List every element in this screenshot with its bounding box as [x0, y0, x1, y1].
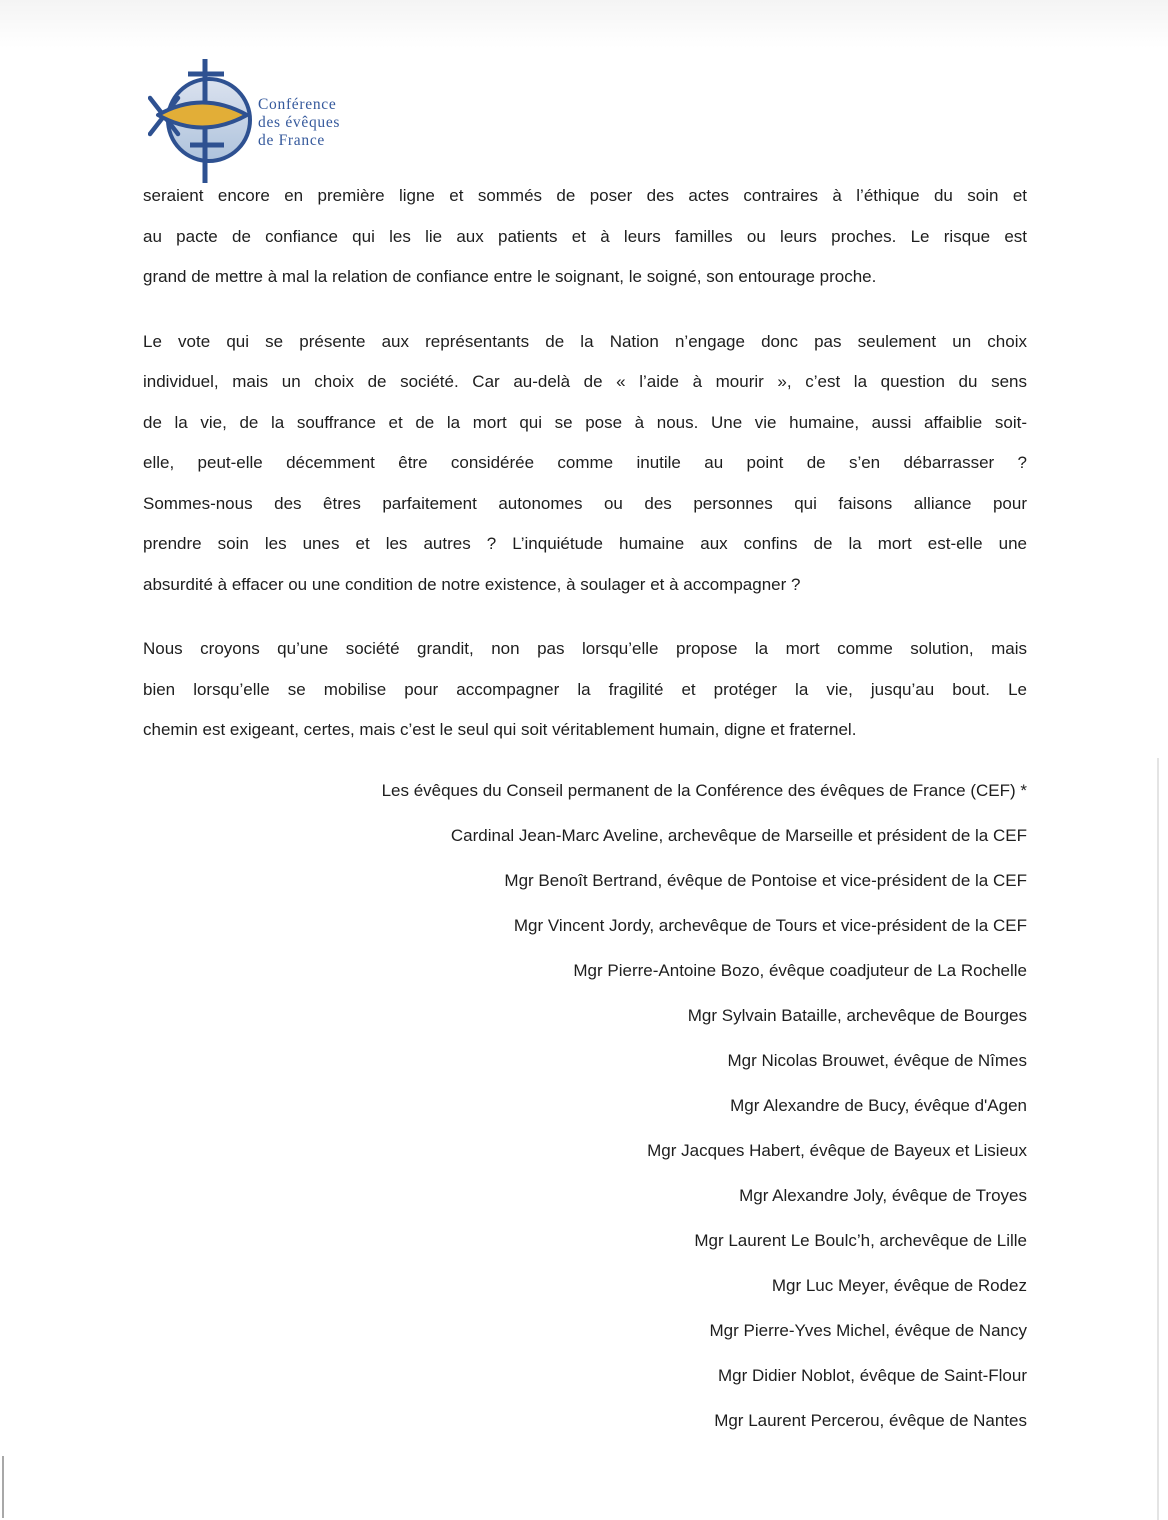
signatory-name: Mgr Benoît Bertrand, évêque de Pontoise et vice-président de la CEF — [504, 871, 1027, 890]
body-text-line: Nous croyons qu’une société grandit, non pas lorsqu’elle propose la mort comme solution, mais — [143, 639, 1027, 658]
signatories-intro: Les évêques du Conseil permanent de la Conférence des évêques de France (CEF) * — [381, 781, 1027, 800]
letter-body — [143, 176, 1027, 751]
body-text-line: chemin est exigeant, certes, mais c’est le seul qui soit véritablement humain, digne et fraternel. — [143, 720, 857, 739]
body-text-line: bien lorsqu’elle se mobilise pour accompagner la fragilité et protéger la vie, jusqu’au bout. Le — [143, 679, 1027, 699]
signatory-name: Mgr Vincent Jordy, archevêque de Tours et vice-président de la CEF — [513, 916, 1027, 935]
paragraph-3 — [143, 629, 1027, 751]
page-top-shadow — [0, 0, 1168, 48]
paragraph-1 — [143, 176, 1027, 298]
signatory-name: Cardinal Jean-Marc Aveline, archevêque de Marseille et président de la CEF — [450, 826, 1027, 845]
signatory-name: Mgr Didier Noblot, évêque de Saint-Flour — [718, 1366, 1027, 1385]
signatory-name: Mgr Laurent Percerou, évêque de Nantes — [714, 1411, 1027, 1430]
body-text-line: prendre soin les unes et les autres ? L’inquiétude humaine aux confins de la mort est-elle une — [143, 534, 1027, 553]
signatory-name: Mgr Sylvain Bataille, archevêque de Bourges — [687, 1006, 1027, 1025]
body-text-line: absurdité à effacer ou une condition de notre existence, à soulager et à accompagner ? — [143, 574, 801, 594]
page-left-edge — [2, 1456, 4, 1518]
body-text-line: Sommes-nous des êtres parfaitement autonomes ou des personnes qui faisons alliance pour — [143, 493, 1027, 513]
logo-wordmark-line2: des évêques — [258, 114, 341, 131]
body-text-line: de la vie, de la souffrance et de la mort qui se pose à nous. Une vie humaine, aussi affaiblie soit- — [143, 412, 1027, 432]
signatory-name: Mgr Laurent Le Boulc’h, archevêque de Lille — [694, 1231, 1027, 1250]
body-text-line: individuel, mais un choix de société. Car au-delà de « l’aide à mourir », c’est la question du sens — [143, 372, 1027, 391]
paragraph-2 — [143, 322, 1027, 606]
signatory-name: Mgr Pierre-Antoine Bozo, évêque coadjuteur de La Rochelle — [573, 961, 1027, 980]
body-text-line: elle, peut-elle décemment être considérée comme inutile au point de s’en débarrasser ? — [143, 453, 1027, 472]
signatory-name: Mgr Jacques Habert, évêque de Bayeux et Lisieux — [647, 1141, 1027, 1160]
body-text-line: Le vote qui se présente aux représentants de la Nation n’engage donc pas seulement un choix — [143, 331, 1027, 351]
signatory-name: Mgr Alexandre de Bucy, évêque d'Agen — [730, 1096, 1027, 1115]
signatories-block — [143, 768, 1027, 1443]
page-right-edge — [1157, 758, 1159, 1520]
cef-emblem-icon — [148, 56, 252, 186]
signatory-name: Mgr Nicolas Brouwet, évêque de Nîmes — [727, 1051, 1027, 1070]
body-text-line: grand de mettre à mal la relation de confiance entre le soignant, le soigné, son entourage proche. — [143, 267, 877, 286]
logo-wordmark-line1: Conférence — [258, 96, 337, 113]
body-text-line: au pacte de confiance qui les lie aux patients et à leurs familles ou leurs proches. Le risque est — [143, 226, 1027, 246]
body-text-line: seraient encore en première ligne et sommés de poser des actes contraires à l’éthique du soin et — [143, 186, 1027, 205]
signatory-name: Mgr Pierre-Yves Michel, évêque de Nancy — [709, 1321, 1027, 1340]
signatory-name: Mgr Luc Meyer, évêque de Rodez — [771, 1276, 1027, 1295]
logo-wordmark — [258, 96, 340, 150]
cef-logo — [148, 56, 340, 186]
signatory-name: Mgr Alexandre Joly, évêque de Troyes — [739, 1186, 1027, 1205]
logo-wordmark-line3: de France — [258, 132, 325, 149]
